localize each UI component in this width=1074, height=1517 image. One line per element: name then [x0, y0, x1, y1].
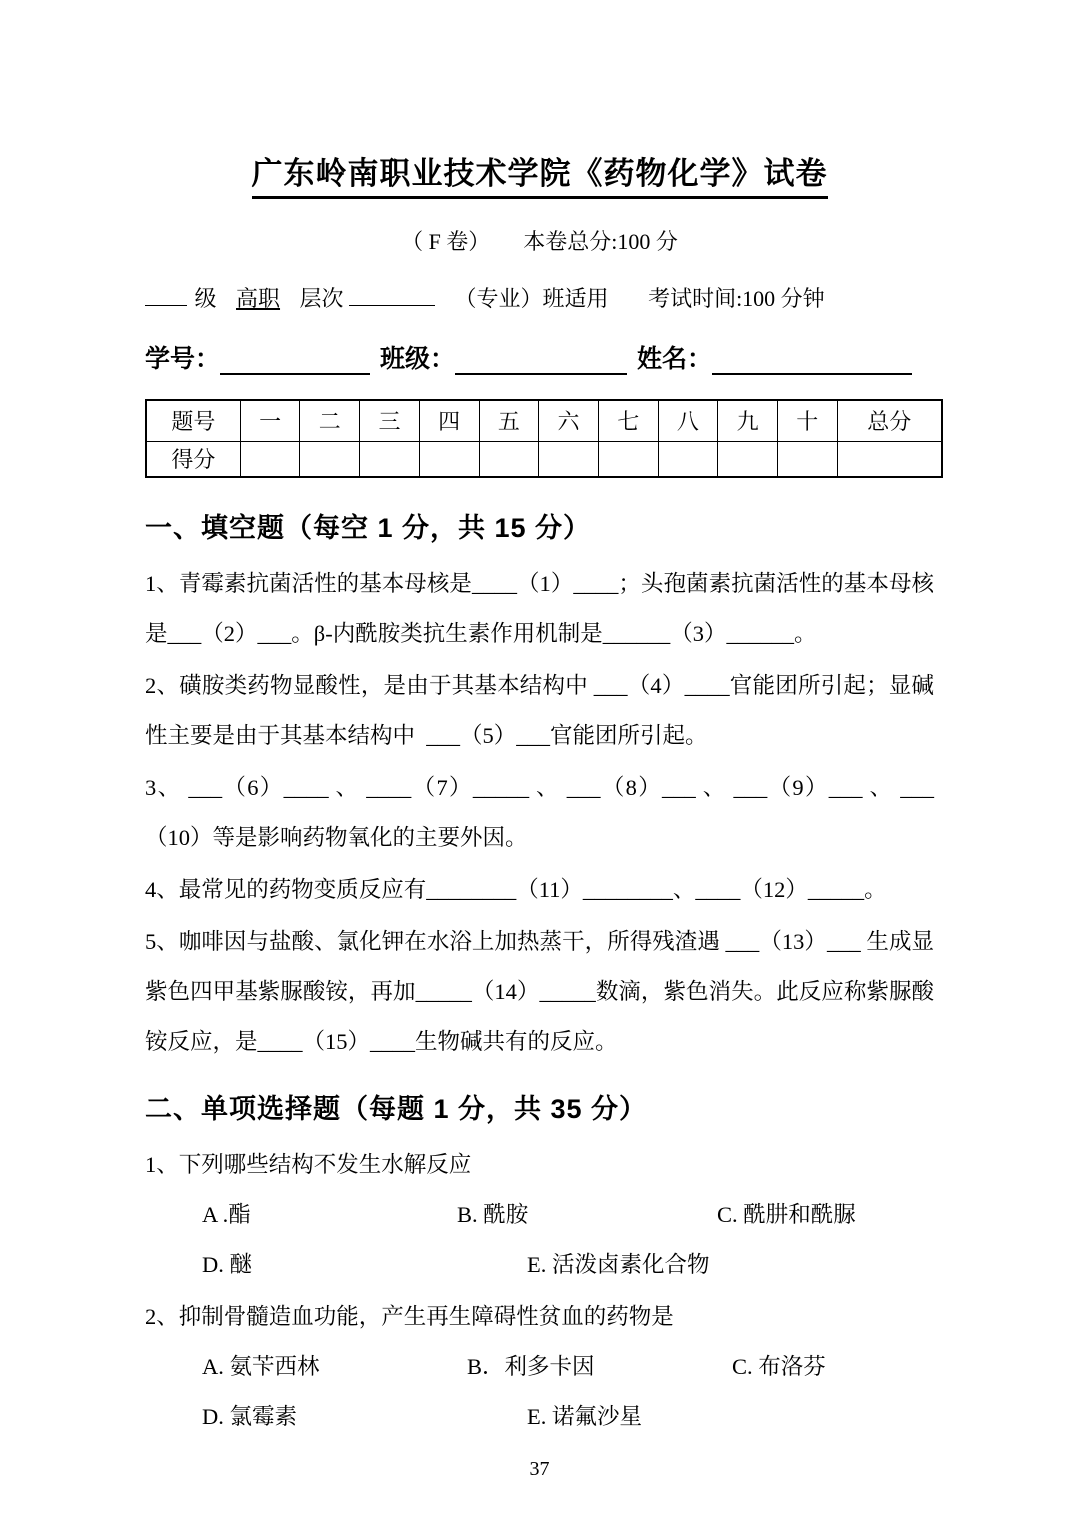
score-cell-1	[240, 441, 300, 477]
score-cell-3	[360, 441, 420, 477]
class-blank	[455, 349, 627, 375]
total-score-label-cell: 总分	[837, 400, 942, 441]
score-cell-6	[539, 441, 599, 477]
score-cell-8	[658, 441, 718, 477]
header-cell-1: 一	[240, 400, 300, 441]
student-id-label: 学号：	[145, 346, 221, 373]
header-cell-9: 九	[718, 400, 778, 441]
choice-q2-option-c: C. 布洛芬	[732, 1354, 826, 1379]
header-cell-2: 二	[300, 400, 360, 441]
tier-blank	[349, 284, 435, 306]
paper-subtitle: （ F 卷） 本卷总分:100 分	[401, 229, 678, 254]
score-cell-7	[598, 441, 658, 477]
choice-q2-option-b: B．利多卡因	[467, 1354, 595, 1379]
score-cell-9	[718, 441, 778, 477]
score-cell-total	[837, 441, 942, 477]
choice-q1-option-b: B. 酰胺	[457, 1202, 529, 1227]
choice-q1-option-a: A .酯	[202, 1202, 251, 1227]
question-number-label-cell: 题号	[146, 400, 240, 441]
page-number: 37	[529, 1458, 550, 1480]
choice-q2-option-d: D. 氯霉素	[202, 1404, 297, 1429]
header-cell-10: 十	[777, 400, 837, 441]
fill-item-2: 2、磺胺类药物显酸性，是由于其基本结构中 ___（4）____官能团所引起；显碱性主要是由于其基本结构中 ___（5）___官能团所引起。	[145, 673, 934, 748]
class-applicability-line	[145, 282, 934, 313]
grade-blank	[145, 284, 187, 306]
fill-item-1: 1、青霉素抗菌活性的基本母核是____（1）____；头孢菌素抗菌活性的基本母核是___（2）___。β-内酰胺类抗生素作用机制是______（3）______。	[145, 571, 934, 646]
score-cell-2	[300, 441, 360, 477]
header-cell-5: 五	[479, 400, 539, 441]
choice-q2-option-e: E. 诺氟沙星	[527, 1404, 642, 1429]
class-label: 班级：	[380, 346, 456, 373]
applicable-label: （专业）班适用	[454, 286, 609, 311]
choice-q1-options-row-1	[145, 1190, 934, 1240]
header-cell-3: 三	[360, 400, 420, 441]
choice-q1-option-c: C. 酰肼和酰脲	[717, 1202, 856, 1227]
choice-q1-option-e: E. 活泼卤素化合物	[527, 1252, 710, 1277]
score-table-score-row	[146, 441, 942, 477]
choice-q1-options-row-2	[145, 1240, 934, 1290]
choice-q2-option-a: A. 氨苄西林	[202, 1354, 320, 1379]
name-label: 姓名：	[637, 346, 713, 373]
score-cell-10	[777, 441, 837, 477]
header-cell-4: 四	[419, 400, 479, 441]
choice-q2-stem: 2、抑制骨髓造血功能，产生再生障碍性贫血的药物是	[145, 1304, 674, 1329]
tier-label: 层次	[299, 286, 344, 311]
level-value: 高职	[236, 286, 281, 311]
header-cell-6: 六	[539, 400, 599, 441]
header-cell-7: 七	[598, 400, 658, 441]
score-cell-5	[479, 441, 539, 477]
page-title: 广东岭南职业技术学院《药物化学》试卷	[252, 148, 828, 199]
score-table	[145, 399, 943, 478]
header-cell-8: 八	[658, 400, 718, 441]
student-info-line	[145, 339, 934, 375]
score-table-header-row	[146, 400, 942, 441]
title-wrap	[145, 148, 934, 199]
choice-q1-option-d: D. 醚	[202, 1252, 252, 1277]
score-label-cell: 得分	[146, 441, 240, 477]
section-choice-heading: 二、单项选择题（每题 1 分，共 35 分）	[145, 1094, 648, 1124]
fill-item-3: 3、 ___（6）____ 、 ____（7）_____ 、 ___（8）___ 、 ___（9）___ 、 ___（10）等是影响药物氧化的主要外因。	[145, 775, 934, 850]
choice-q1-stem: 1、下列哪些结构不发生水解反应	[145, 1152, 472, 1177]
section-fill-heading: 一、填空题（每空 1 分，共 15 分）	[145, 513, 592, 543]
grade-label: 级	[194, 286, 217, 311]
choice-q2-options-row-2	[145, 1392, 934, 1442]
name-blank	[712, 349, 912, 375]
fill-item-5: 5、咖啡因与盐酸、氯化钾在水浴上加热蒸干，所得残渣遇 ___（13）___ 生成显紫色四甲基紫脲酸铵，再加_____（14）_____数滴，紫色消失。此反应称紫脲酸铵反应，是____（15）____生物碱共有的反应。	[145, 929, 934, 1054]
student-id-blank	[220, 349, 370, 375]
exam-time-label: 考试时间:100 分钟	[648, 286, 825, 311]
fill-item-4: 4、最常见的药物变质反应有________（11）________、____（12）_____。	[145, 877, 887, 902]
score-cell-4	[419, 441, 479, 477]
choice-q2-options-row-1	[145, 1342, 934, 1392]
